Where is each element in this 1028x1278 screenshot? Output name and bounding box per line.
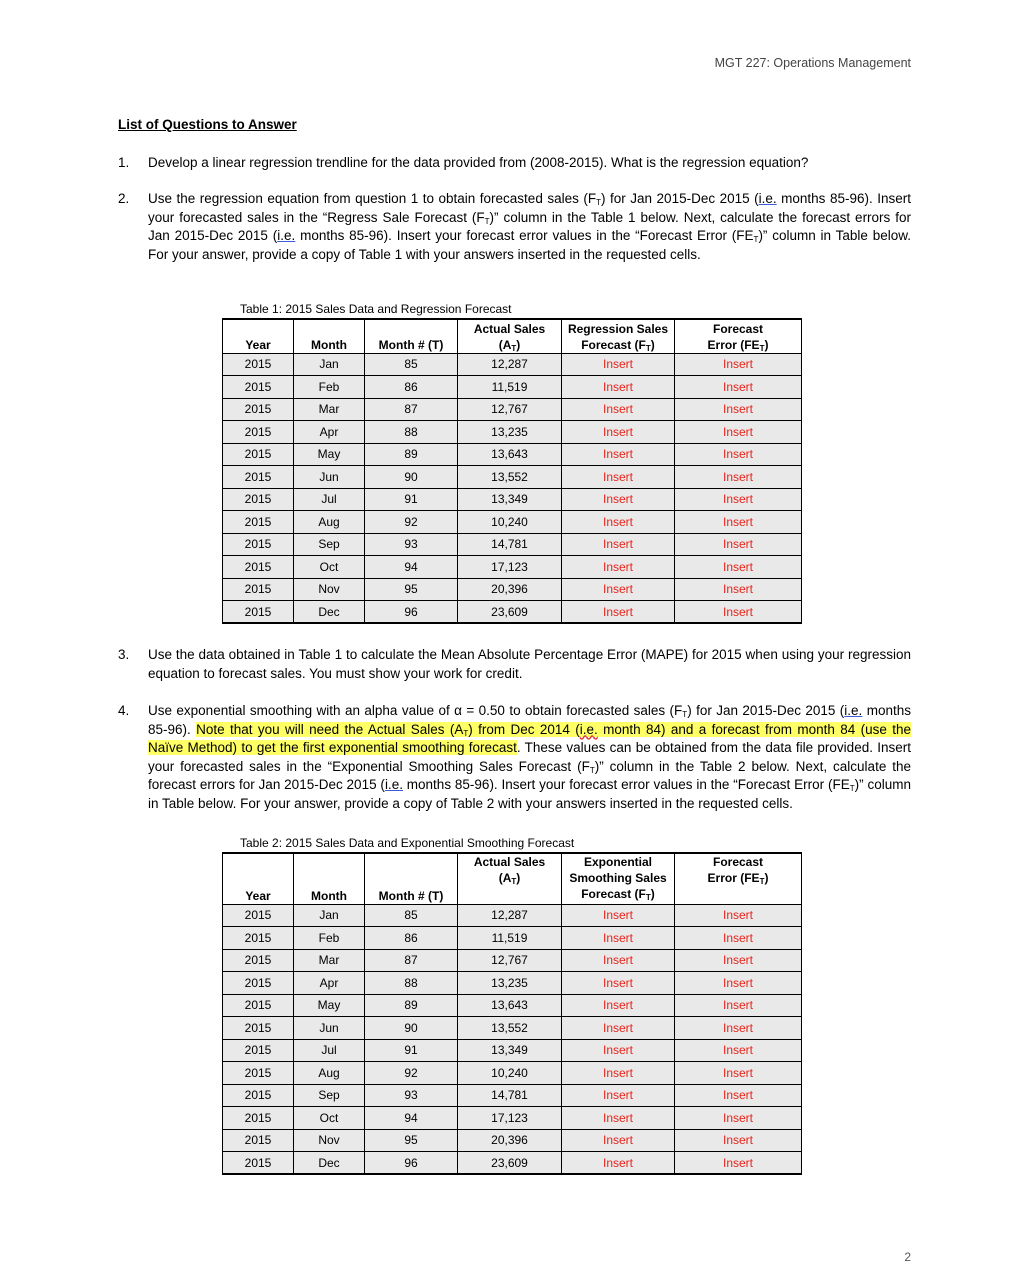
question-text: Use exponential smoothing with an alpha value of α = 0.50 to obtain forecasted sales $(F_T)$ for Jan 2015-Dec 2015 (i.e. months 85-96). Note that you will need the Actual Sales $(A_T)$ from Dec 2014 (i.e. month 84) and a forecast from month 84 (use the Naïve Method) to get the first exponential smoothing forecast. These values can be obtained from the data file provided. Insert your forecasted sales in the “Exponential Smoothing Sales Forecast $(F_T)$” column in the Table 2 below. Next, calculate the forecast errors for Jan 2015-Dec 2015 (i.e. months 85-96). Insert your forecast error values in the “Forecast Error $(FE_T)$” column in Table below. For your answer, provide a copy of Table 2 with your answers inserted in the requested cells. (148, 703, 911, 811)
cell-month-number: 94 (365, 556, 458, 579)
cell-actual-sales: 14,781 (458, 533, 562, 556)
cell-month: Nov (294, 578, 365, 601)
table-row (223, 556, 802, 579)
cell-month: Aug (294, 511, 365, 534)
cell-error-insert[interactable]: Insert (675, 443, 802, 466)
cell-forecast-insert[interactable]: Insert (562, 353, 675, 376)
cell-forecast-insert[interactable]: Insert (562, 511, 675, 534)
table-row (223, 601, 802, 624)
cell-year: 2015 (223, 376, 294, 399)
cell-actual-sales: 11,519 (458, 376, 562, 399)
col-actual-sales: Actual Sales $(A_T)$ (458, 853, 562, 904)
cell-month-number: 95 (365, 1129, 458, 1152)
cell-error-insert[interactable]: Insert (675, 556, 802, 579)
table-row (223, 1107, 802, 1130)
cell-month: Dec (294, 601, 365, 624)
cell-actual-sales: 11,519 (458, 927, 562, 950)
cell-actual-sales: 12,287 (458, 904, 562, 927)
cell-year: 2015 (223, 398, 294, 421)
cell-month: Jan (294, 904, 365, 927)
cell-forecast-insert[interactable]: Insert (562, 488, 675, 511)
cell-month: Dec (294, 1152, 365, 1175)
col-month: Month (294, 319, 365, 353)
cell-error-insert[interactable]: Insert (675, 1062, 802, 1085)
cell-error-insert[interactable]: Insert (675, 353, 802, 376)
table-row (223, 1017, 802, 1040)
cell-error-insert[interactable]: Insert (675, 1039, 802, 1062)
col-forecast-error: Forecast Error $(FE_T)$ (675, 853, 802, 904)
question-number: 3. (118, 647, 130, 662)
cell-month: Jul (294, 488, 365, 511)
cell-month-number: 89 (365, 443, 458, 466)
cell-actual-sales: 13,235 (458, 421, 562, 444)
cell-month: Apr (294, 421, 365, 444)
cell-year: 2015 (223, 578, 294, 601)
cell-year: 2015 (223, 353, 294, 376)
cell-year: 2015 (223, 1107, 294, 1130)
question-2 (118, 190, 911, 264)
table-row (223, 353, 802, 376)
cell-actual-sales: 10,240 (458, 511, 562, 534)
cell-error-insert[interactable]: Insert (675, 927, 802, 950)
cell-year: 2015 (223, 556, 294, 579)
cell-month: Apr (294, 972, 365, 995)
cell-month-number: 92 (365, 1062, 458, 1085)
cell-year: 2015 (223, 1039, 294, 1062)
table-row (223, 443, 802, 466)
table-row (223, 488, 802, 511)
cell-error-insert[interactable]: Insert (675, 398, 802, 421)
cell-month: Jun (294, 466, 365, 489)
cell-actual-sales: 12,287 (458, 353, 562, 376)
question-text: Use the data obtained in Table 1 to calculate the Mean Absolute Percentage Error (MAPE) for 2015 when using your regression equation to forecast sales. You must show your work for credit. (148, 647, 911, 681)
cell-forecast-insert[interactable]: Insert (562, 443, 675, 466)
cell-forecast-insert[interactable]: Insert (562, 1062, 675, 1085)
cell-error-insert[interactable]: Insert (675, 972, 802, 995)
question-number: 2. (118, 191, 130, 206)
cell-year: 2015 (223, 488, 294, 511)
table-row (223, 972, 802, 995)
cell-month-number: 93 (365, 1084, 458, 1107)
cell-actual-sales: 23,609 (458, 601, 562, 624)
cell-error-insert[interactable]: Insert (675, 1129, 802, 1152)
table-row (223, 1062, 802, 1085)
question-1 (118, 154, 911, 173)
cell-month: Aug (294, 1062, 365, 1085)
cell-actual-sales: 14,781 (458, 1084, 562, 1107)
cell-month: Feb (294, 376, 365, 399)
cell-month-number: 91 (365, 1039, 458, 1062)
cell-forecast-insert[interactable]: Insert (562, 556, 675, 579)
question-4 (118, 702, 911, 813)
cell-month-number: 85 (365, 904, 458, 927)
cell-month-number: 96 (365, 1152, 458, 1175)
cell-error-insert[interactable]: Insert (675, 511, 802, 534)
cell-forecast-insert[interactable]: Insert (562, 1129, 675, 1152)
cell-error-insert[interactable]: Insert (675, 949, 802, 972)
cell-year: 2015 (223, 1152, 294, 1175)
cell-year: 2015 (223, 949, 294, 972)
cell-error-insert[interactable]: Insert (675, 533, 802, 556)
cell-actual-sales: 10,240 (458, 1062, 562, 1085)
table-row (223, 1084, 802, 1107)
cell-error-insert[interactable]: Insert (675, 578, 802, 601)
cell-actual-sales: 20,396 (458, 578, 562, 601)
table-row (223, 904, 802, 927)
cell-year: 2015 (223, 601, 294, 624)
question-number: 1. (118, 155, 130, 170)
table-row (223, 533, 802, 556)
cell-month-number: 95 (365, 578, 458, 601)
cell-year: 2015 (223, 1129, 294, 1152)
cell-actual-sales: 13,552 (458, 1017, 562, 1040)
cell-year: 2015 (223, 466, 294, 489)
cell-forecast-insert[interactable]: Insert (562, 949, 675, 972)
cell-forecast-insert[interactable]: Insert (562, 1152, 675, 1175)
cell-month: Mar (294, 949, 365, 972)
cell-month: Oct (294, 1107, 365, 1130)
col-month: Month (294, 853, 365, 904)
col-year: Year (223, 853, 294, 904)
cell-error-insert[interactable]: Insert (675, 421, 802, 444)
table-row (223, 949, 802, 972)
col-year: Year (223, 319, 294, 353)
cell-month-number: 87 (365, 949, 458, 972)
cell-month: May (294, 994, 365, 1017)
cell-month-number: 90 (365, 466, 458, 489)
cell-forecast-insert[interactable]: Insert (562, 533, 675, 556)
cell-forecast-insert[interactable]: Insert (562, 1039, 675, 1062)
cell-actual-sales: 17,123 (458, 556, 562, 579)
list-title: List of Questions to Answer (118, 117, 297, 132)
table-row (223, 376, 802, 399)
col-forecast-error: Forecast Error $(FE_T)$ (675, 319, 802, 353)
cell-month-number: 86 (365, 927, 458, 950)
cell-month: Nov (294, 1129, 365, 1152)
table-row (223, 398, 802, 421)
cell-year: 2015 (223, 972, 294, 995)
cell-forecast-insert[interactable]: Insert (562, 927, 675, 950)
table-row (223, 1129, 802, 1152)
cell-forecast-insert[interactable]: Insert (562, 466, 675, 489)
cell-month-number: 96 (365, 601, 458, 624)
cell-year: 2015 (223, 1017, 294, 1040)
cell-actual-sales: 12,767 (458, 398, 562, 421)
cell-error-insert[interactable]: Insert (675, 1152, 802, 1175)
cell-actual-sales: 20,396 (458, 1129, 562, 1152)
cell-error-insert[interactable]: Insert (675, 376, 802, 399)
cell-forecast-insert[interactable]: Insert (562, 904, 675, 927)
table-row (223, 1152, 802, 1175)
cell-error-insert[interactable]: Insert (675, 1017, 802, 1040)
cell-month: May (294, 443, 365, 466)
cell-actual-sales: 13,643 (458, 994, 562, 1017)
cell-year: 2015 (223, 443, 294, 466)
table-row (223, 994, 802, 1017)
cell-month-number: 90 (365, 1017, 458, 1040)
question-text: Develop a linear regression trendline for the data provided from (2008-2015). What is the regression equation? (148, 155, 809, 170)
col-actual-sales: Actual Sales $(A_T)$ (458, 319, 562, 353)
cell-error-insert[interactable]: Insert (675, 994, 802, 1017)
cell-month-number: 93 (365, 533, 458, 556)
col-month-number: Month # (T) (365, 319, 458, 353)
cell-month-number: 88 (365, 972, 458, 995)
cell-forecast-insert[interactable]: Insert (562, 398, 675, 421)
col-regression-forecast: Regression Sales Forecast $(F_T)$ (562, 319, 675, 353)
cell-actual-sales: 13,349 (458, 1039, 562, 1062)
cell-actual-sales: 23,609 (458, 1152, 562, 1175)
cell-error-insert[interactable]: Insert (675, 488, 802, 511)
cell-month-number: 92 (365, 511, 458, 534)
cell-month: Feb (294, 927, 365, 950)
cell-error-insert[interactable]: Insert (675, 1107, 802, 1130)
cell-month: Jul (294, 1039, 365, 1062)
cell-actual-sales: 13,235 (458, 972, 562, 995)
question-text: Use the regression equation from question 1 to obtain forecasted sales $(F_T)$ for Jan 2015-Dec 2015 (i.e. months 85-96). Insert your forecasted sales in the “Regress Sale Forecast $(F_T)$” column in the Table 1 below. Next, calculate the forecast errors for Jan 2015-Dec 2015 (i.e. months 85-96). Insert your forecast error values in the “Forecast Error $(FE_T)$” column in Table below. For your answer, provide a copy of Table 1 with your answers inserted in the requested cells. (148, 191, 912, 262)
cell-month-number: 87 (365, 398, 458, 421)
cell-forecast-insert[interactable]: Insert (562, 376, 675, 399)
cell-month-number: 88 (365, 421, 458, 444)
cell-month-number: 91 (365, 488, 458, 511)
cell-actual-sales: 13,643 (458, 443, 562, 466)
cell-month: Sep (294, 1084, 365, 1107)
cell-actual-sales: 12,767 (458, 949, 562, 972)
cell-forecast-insert[interactable]: Insert (562, 1084, 675, 1107)
question-number: 4. (118, 703, 130, 718)
table1-caption: Table 1: 2015 Sales Data and Regression Forecast (240, 302, 512, 316)
cell-month-number: 85 (365, 353, 458, 376)
cell-month: Jun (294, 1017, 365, 1040)
cell-month: Oct (294, 556, 365, 579)
cell-year: 2015 (223, 533, 294, 556)
cell-year: 2015 (223, 1062, 294, 1085)
cell-actual-sales: 17,123 (458, 1107, 562, 1130)
cell-year: 2015 (223, 511, 294, 534)
table2 (222, 852, 802, 1175)
cell-forecast-insert[interactable]: Insert (562, 421, 675, 444)
cell-year: 2015 (223, 994, 294, 1017)
cell-forecast-insert[interactable]: Insert (562, 972, 675, 995)
cell-error-insert[interactable]: Insert (675, 601, 802, 624)
col-exp-smoothing-forecast: Exponential Smoothing Sales Forecast $(F_T)$ (562, 853, 675, 904)
cell-error-insert[interactable]: Insert (675, 904, 802, 927)
col-month-number: Month # (T) (365, 853, 458, 904)
cell-forecast-insert[interactable]: Insert (562, 994, 675, 1017)
table-row (223, 466, 802, 489)
course-header: MGT 227: Operations Management (714, 56, 911, 70)
table-row (223, 578, 802, 601)
table-row (223, 511, 802, 534)
page-number: 2 (904, 1250, 911, 1264)
cell-month-number: 94 (365, 1107, 458, 1130)
cell-actual-sales: 13,349 (458, 488, 562, 511)
table2-caption: Table 2: 2015 Sales Data and Exponential Smoothing Forecast (240, 836, 575, 850)
table1 (222, 318, 802, 624)
cell-error-insert[interactable]: Insert (675, 1084, 802, 1107)
cell-forecast-insert[interactable]: Insert (562, 1017, 675, 1040)
cell-forecast-insert[interactable]: Insert (562, 601, 675, 624)
table-row (223, 1039, 802, 1062)
cell-month-number: 86 (365, 376, 458, 399)
cell-forecast-insert[interactable]: Insert (562, 1107, 675, 1130)
cell-year: 2015 (223, 1084, 294, 1107)
table-row (223, 927, 802, 950)
table-row (223, 421, 802, 444)
cell-year: 2015 (223, 927, 294, 950)
cell-year: 2015 (223, 421, 294, 444)
cell-month-number: 89 (365, 994, 458, 1017)
cell-month: Jan (294, 353, 365, 376)
cell-forecast-insert[interactable]: Insert (562, 578, 675, 601)
cell-actual-sales: 13,552 (458, 466, 562, 489)
cell-month: Sep (294, 533, 365, 556)
cell-year: 2015 (223, 904, 294, 927)
cell-month: Mar (294, 398, 365, 421)
question-3 (118, 646, 911, 683)
cell-error-insert[interactable]: Insert (675, 466, 802, 489)
